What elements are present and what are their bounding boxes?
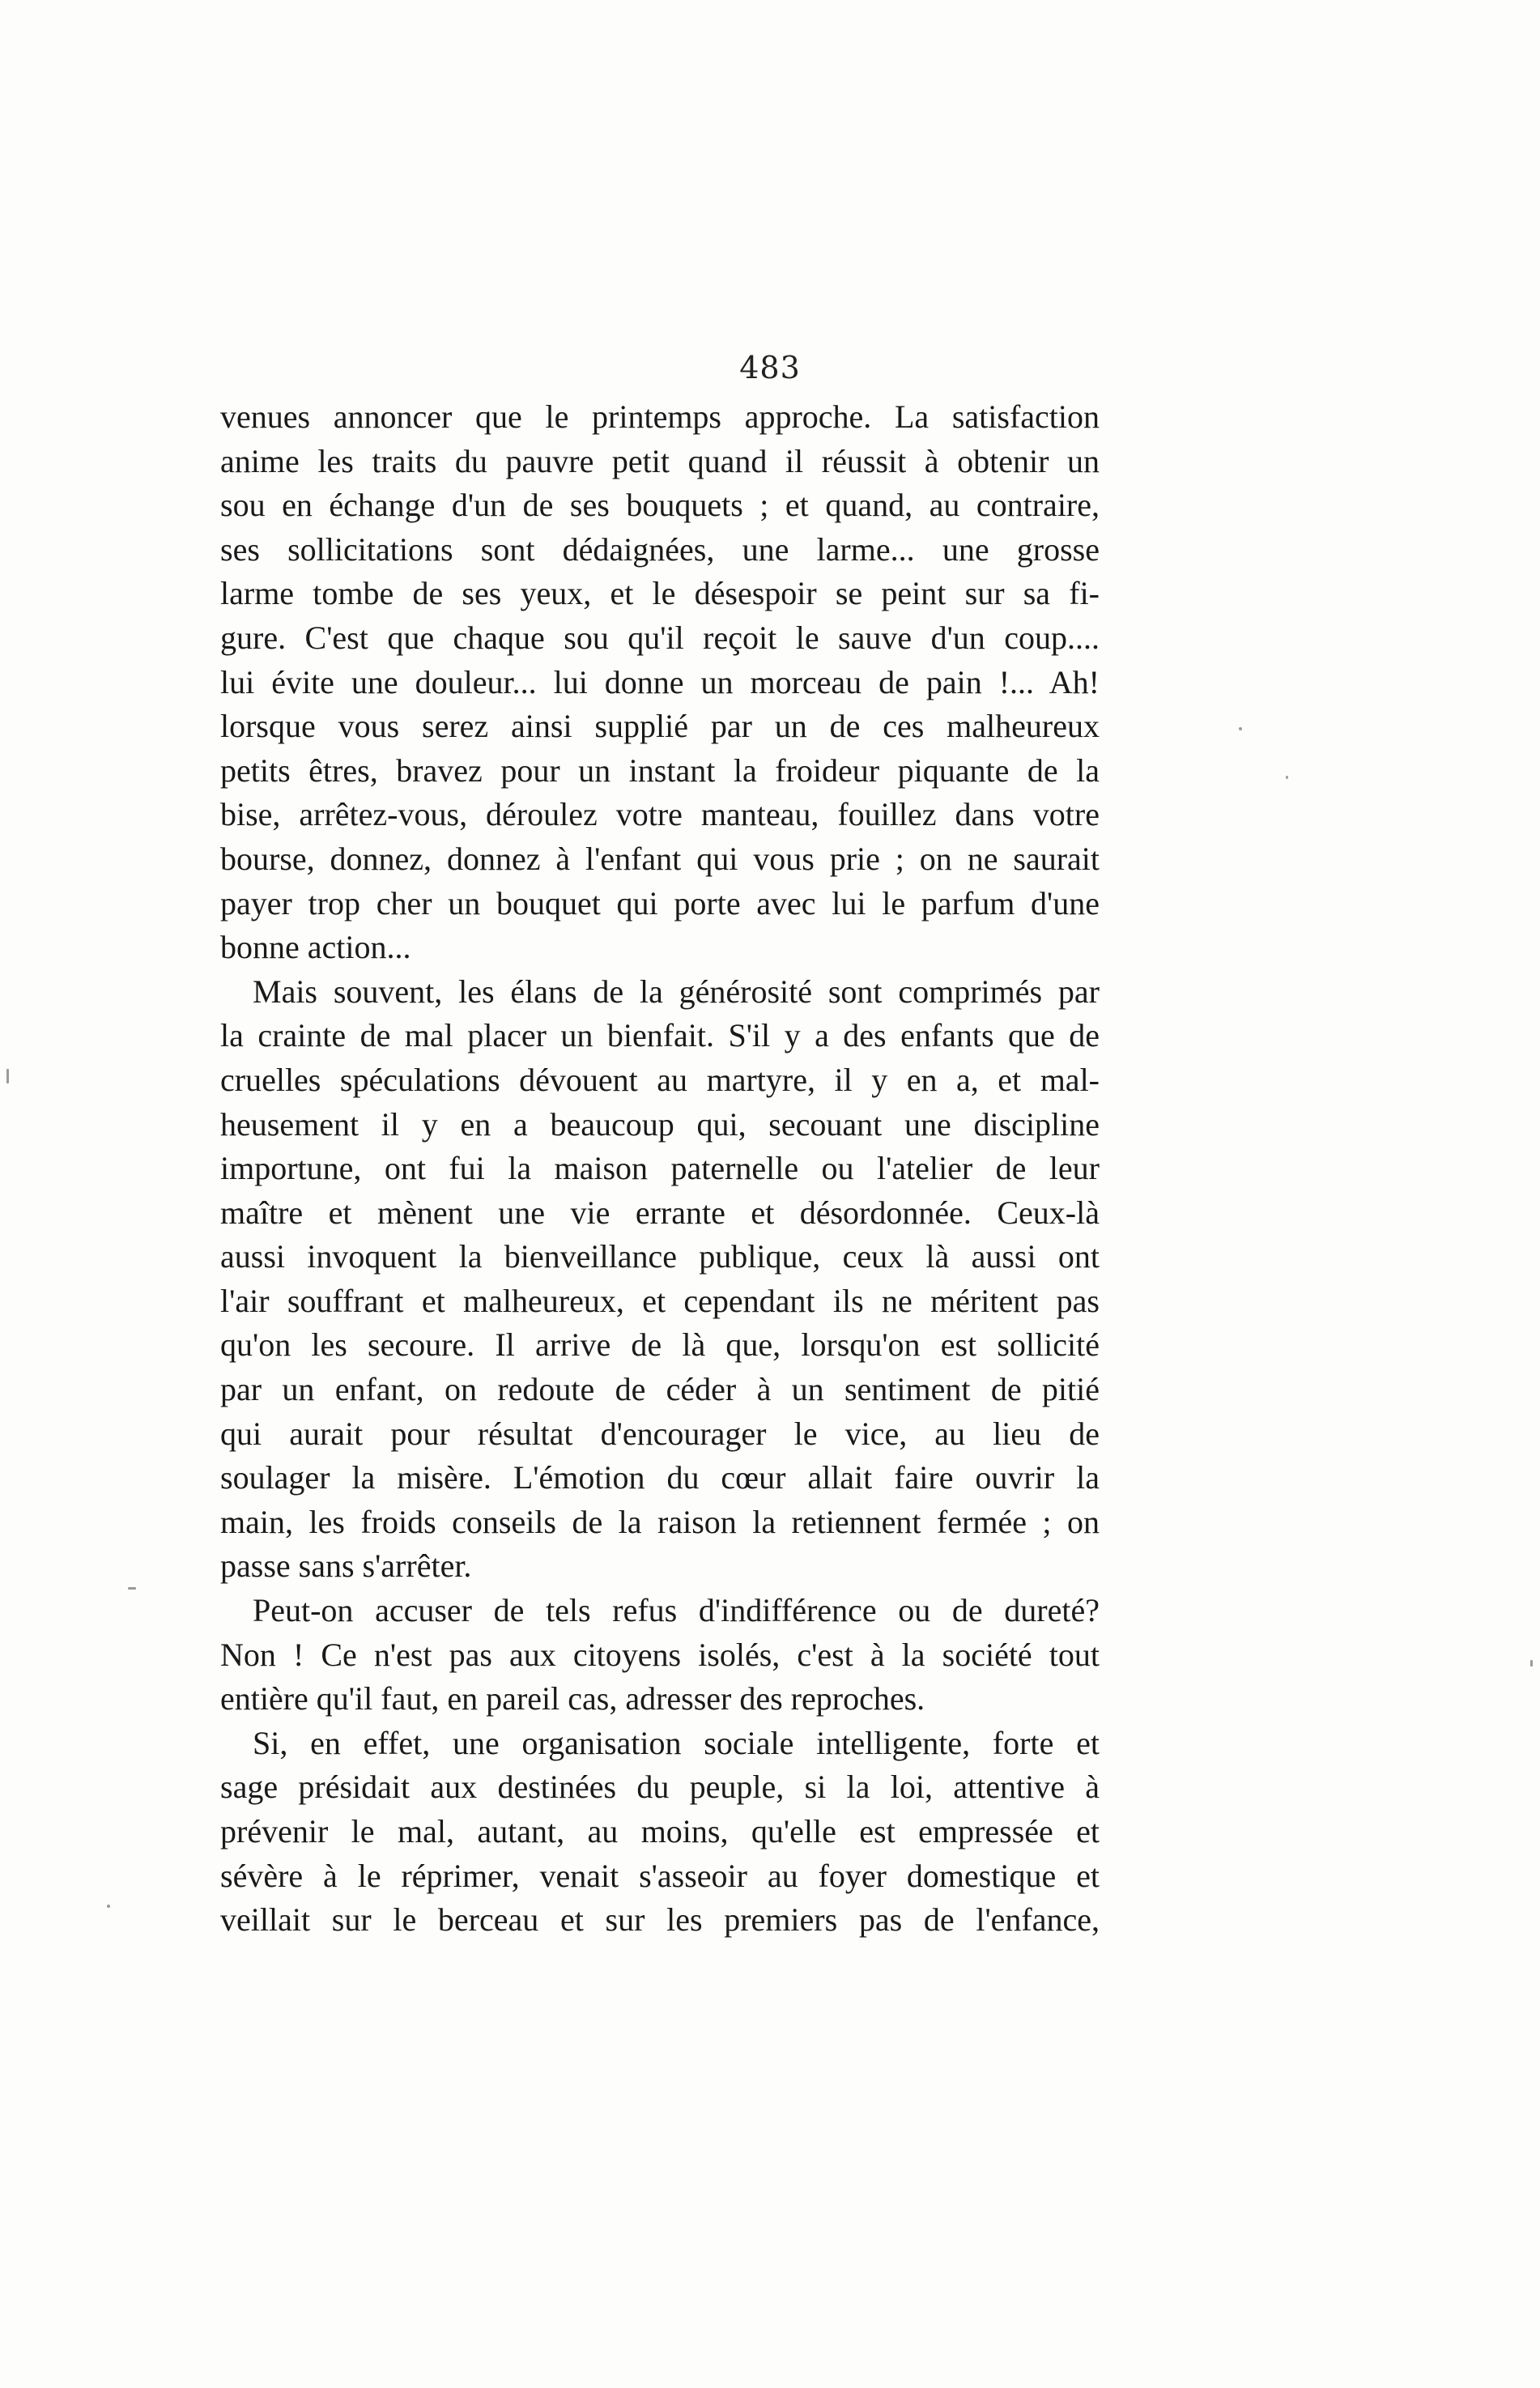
text-line: Non ! Ce n'est pas aux citoyens isolés, c'est à la société tout <box>220 1636 1100 1673</box>
text-line: venues annoncer que le printemps approche. La satisfaction <box>220 398 1100 435</box>
body-text <box>220 395 1100 1943</box>
text-line: passe sans s'arrêter. <box>220 1547 472 1585</box>
text-line: cruelles spéculations dévouent au martyre, il y en a, et mal- <box>220 1061 1100 1098</box>
text-line: sage présidait aux destinées du peuple, si la loi, attentive à <box>220 1769 1100 1806</box>
paragraph <box>220 395 1100 970</box>
paragraph <box>220 1589 1100 1722</box>
page-number: 483 <box>739 350 801 385</box>
scan-speck <box>1286 776 1288 779</box>
paragraph <box>220 1722 1100 1943</box>
text-line: bonne action... <box>220 929 411 966</box>
text-line: lorsque vous serez ainsi supplié par un de ces malheureux <box>220 708 1100 745</box>
text-line: bise, arrêtez-vous, déroulez votre manteau, fouillez dans votre <box>220 796 1100 833</box>
text-line: larme tombe de ses yeux, et le désespoir se peint sur sa fi- <box>220 575 1100 612</box>
text-line: petits êtres, bravez pour un instant la froideur piquante de la <box>220 751 1100 789</box>
text-line: maître et mènent une vie errante et désordonnée. Ceux-là <box>220 1194 1100 1231</box>
scan-speck <box>107 1905 110 1908</box>
text-line: qui aurait pour résultat d'encourager le vice, au lieu de <box>220 1415 1100 1452</box>
text-line: par un enfant, on redoute de céder à un sentiment de pitié <box>220 1371 1100 1408</box>
scan-speck <box>1530 1660 1533 1666</box>
text-line: Mais souvent, les élans de la générosité sont comprimés par <box>253 973 1100 1010</box>
text-line: importune, ont fui la maison paternelle ou l'atelier de leur <box>220 1150 1100 1187</box>
text-line: entière qu'il faut, en pareil cas, adresser des reproches. <box>220 1680 925 1718</box>
scan-speck <box>6 1069 9 1083</box>
paragraph <box>220 970 1100 1589</box>
text-line: lui évite une douleur... lui donne un morceau de pain !... Ah! <box>220 663 1100 700</box>
scan-speck <box>1239 727 1242 730</box>
text-line: veillait sur le berceau et sur les premiers pas de l'enfance, <box>220 1901 1100 1939</box>
text-line: ses sollicitations sont dédaignées, une larme... une grosse <box>220 530 1100 568</box>
text-line: la crainte de mal placer un bienfait. S'il y a des enfants que de <box>220 1017 1100 1054</box>
text-line: aussi invoquent la bienveillance publique, ceux là aussi ont <box>220 1238 1100 1275</box>
text-line: Si, en effet, une organisation sociale intelligente, forte et <box>253 1724 1100 1761</box>
text-line: main, les froids conseils de la raison la retiennent fermée ; on <box>220 1503 1100 1540</box>
text-line: anime les traits du pauvre petit quand il réussit à obtenir un <box>220 442 1100 479</box>
text-line: prévenir le mal, autant, au moins, qu'elle est empressée et <box>220 1813 1100 1850</box>
text-line: qu'on les secoure. Il arrive de là que, lorsqu'on est sollicité <box>220 1326 1100 1364</box>
text-line: heusement il y en a beaucoup qui, secouant une discipline <box>220 1105 1100 1143</box>
text-line: sévère à le réprimer, venait s'asseoir au foyer domestique et <box>220 1857 1100 1894</box>
scan-speck <box>128 1587 136 1590</box>
text-line: bourse, donnez, donnez à l'enfant qui vous prie ; on ne saurait <box>220 840 1100 877</box>
text-line: sou en échange d'un de ses bouquets ; et quand, au contraire, <box>220 487 1100 524</box>
text-line: l'air souffrant et malheureux, et cependant ils ne méritent pas <box>220 1282 1100 1319</box>
text-line: Peut-on accuser de tels refus d'indifférence ou de dureté? <box>253 1592 1100 1629</box>
text-line: soulager la misère. L'émotion du cœur allait faire ouvrir la <box>220 1459 1100 1496</box>
text-line: payer trop cher un bouquet qui porte avec lui le parfum d'une <box>220 884 1100 922</box>
text-line: gure. C'est que chaque sou qu'il reçoit le sauve d'un coup.... <box>220 619 1100 656</box>
